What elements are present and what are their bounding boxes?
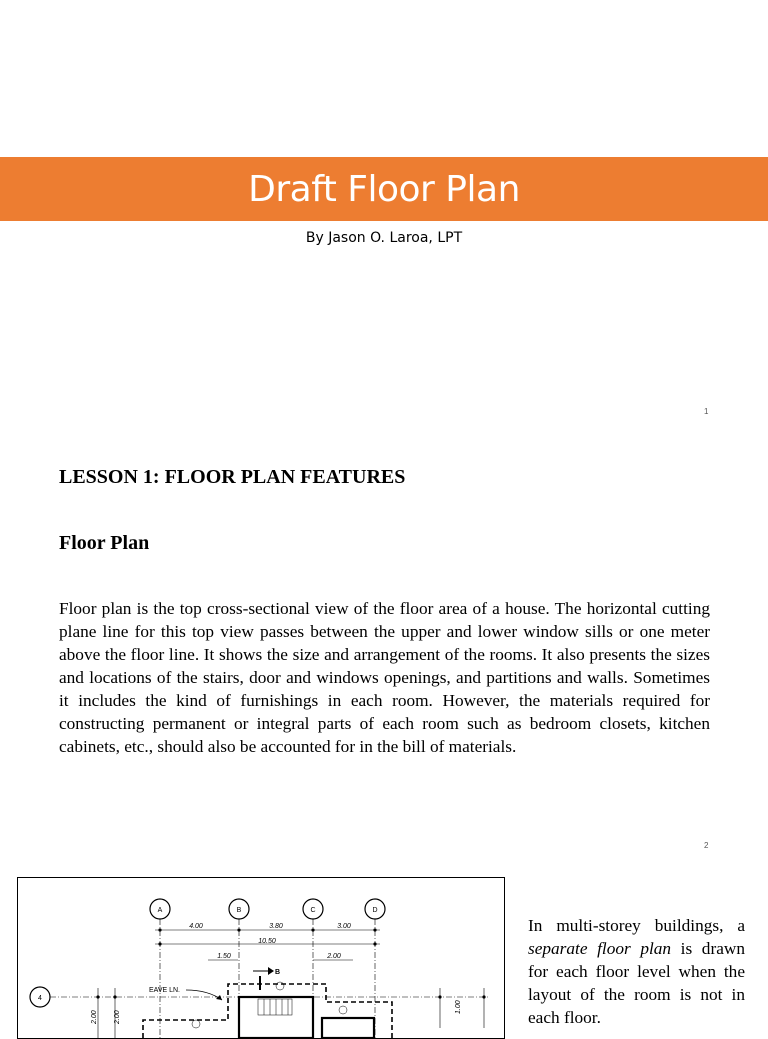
author-line: By Jason O. Laroa, LPT <box>305 230 463 246</box>
section-heading: Floor Plan <box>59 532 150 554</box>
floor-plan-drawing <box>18 878 504 1038</box>
dim-label: 1.50 <box>217 953 231 960</box>
grid-label-d: D <box>372 907 378 914</box>
floor-plan-paragraph: Floor plan is the top cross-sectional view of the floor area of a house. The horizontal cutting plane line for this top view passes between the upper and lower window sills or one meter above the floor line. It shows the size and arrangement of the rooms. It also presents the sizes and locations of the stairs, door and windows openings, and partitions and walls. Sometimes it includes the kind of furnishings in each room. However, the materials required for constructing permanent or integral parts of each room such as bedroom closets, kitchen cabinets, etc., should also be accounted for in the bill of materials. <box>59 599 710 756</box>
dim-label: 4.00 <box>189 923 203 930</box>
multi-storey-paragraph: In multi-storey buildings, a separate floor plan is drawn for each floor level when the layout of the room is not in each floor. <box>528 916 745 1027</box>
dim-label: 2.00 <box>114 1010 121 1024</box>
dim-label: 3.00 <box>337 923 351 930</box>
page-number: 2 <box>704 841 709 850</box>
page-number: 1 <box>704 407 709 416</box>
eave-label: EAVE LN. <box>149 987 180 994</box>
grid-label-b: B <box>236 907 242 914</box>
dim-label: 1.00 <box>455 1000 462 1014</box>
dim-label: 2.00 <box>327 953 341 960</box>
lesson-heading: LESSON 1: FLOOR PLAN FEATURES <box>59 466 406 488</box>
floor-plan-figure <box>17 877 505 1039</box>
emphasis-text: separate floor plan <box>528 939 672 958</box>
document-title: Draft Floor Plan <box>248 168 520 210</box>
title-banner <box>0 157 768 221</box>
svg-text:B: B <box>275 969 281 976</box>
dim-label: 2.00 <box>91 1010 98 1024</box>
grid-label-c: C <box>310 907 316 914</box>
dim-label: 3.80 <box>269 923 283 930</box>
dim-total-label: 10.50 <box>258 938 276 945</box>
grid-label-row: 4 <box>38 995 42 1002</box>
grid-label-a: A <box>157 907 163 914</box>
